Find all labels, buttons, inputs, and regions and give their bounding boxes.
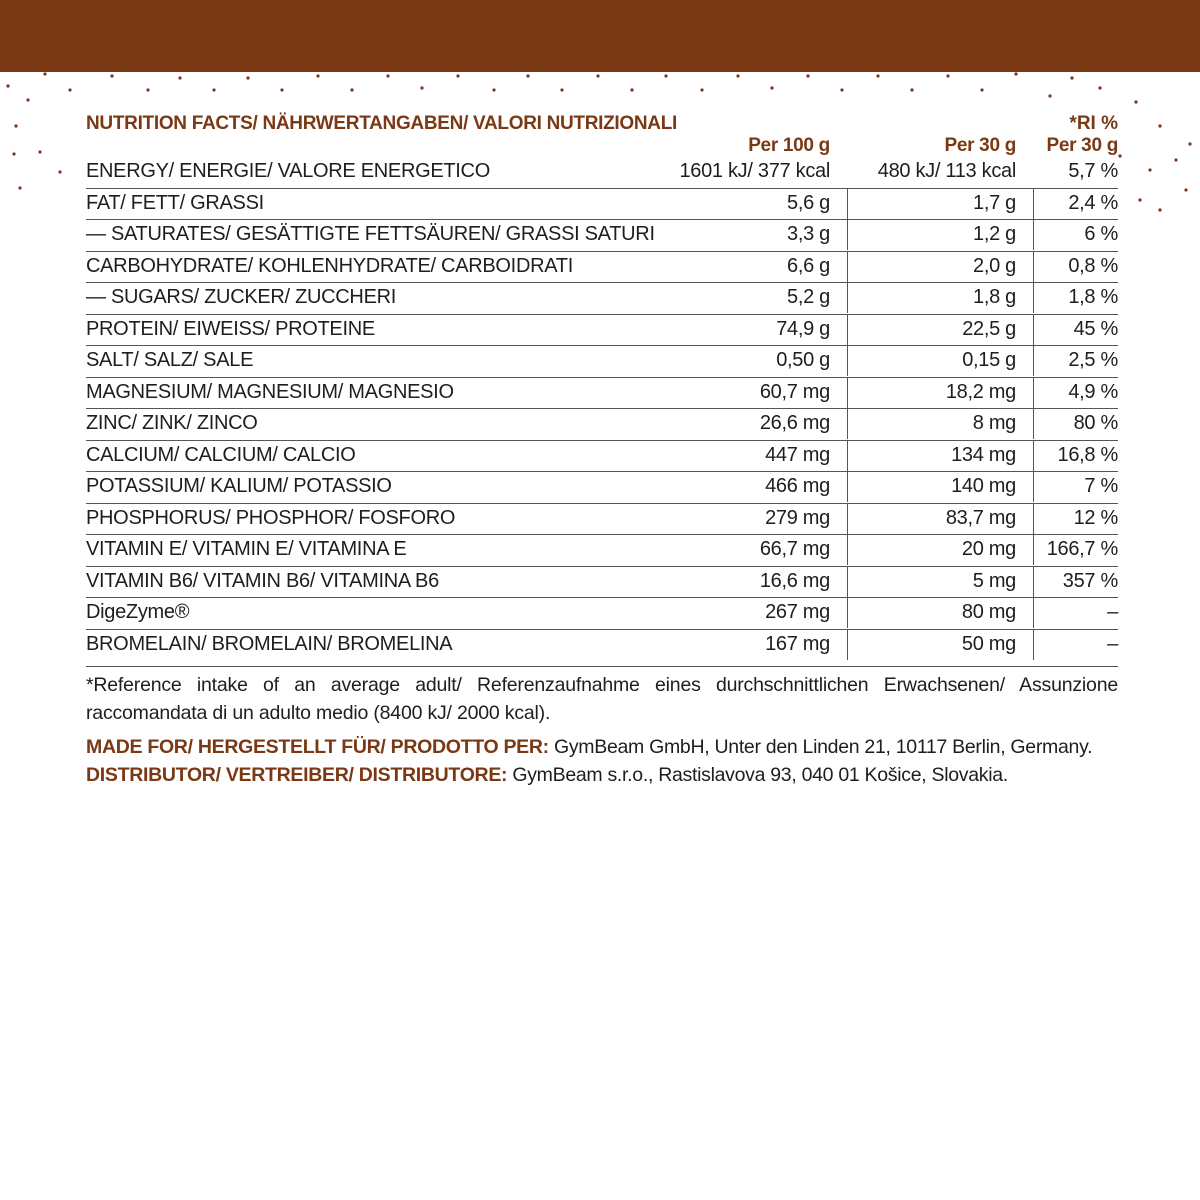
column-divider: [1033, 567, 1034, 597]
decor-dot: [492, 88, 495, 91]
value-per-30g: 83,7 mg: [945, 506, 1016, 529]
column-headers: [86, 135, 1118, 157]
decor-dot: [1048, 94, 1051, 97]
nutrient-name: CARBOHYDRATE/ KOHLENHYDRATE/ CARBOIDRATI: [86, 254, 573, 277]
nutrient-name: CALCIUM/ CALCIUM/ CALCIO: [86, 443, 356, 466]
decor-dot: [526, 74, 529, 77]
value-per-30g: 1,8 g: [973, 286, 1016, 308]
decor-dot: [946, 74, 949, 77]
value-per-100g: 466 mg: [765, 475, 830, 497]
column-divider: [847, 283, 848, 313]
nutrient-name: — SUGARS/ ZUCKER/ ZUCCHERI: [86, 286, 397, 308]
value-per-100g: 6,6 g: [787, 254, 830, 277]
column-divider: [1033, 283, 1034, 313]
decor-dot: [1158, 208, 1161, 211]
value-per-30g: 1,2 g: [973, 223, 1016, 245]
ri-percent: 7 %: [1084, 475, 1118, 497]
decor-dot: [1098, 86, 1101, 89]
nutrient-name: SALT/ SALZ/ SALE: [86, 349, 254, 371]
decor-dot: [43, 72, 46, 75]
decor-dot: [1070, 76, 1073, 79]
value-per-30g: 5 mg: [972, 569, 1016, 592]
value-per-100g: 1601 kJ/ 377 kcal: [679, 160, 830, 182]
value-per-30g: 8 mg: [972, 412, 1016, 434]
decor-dot: [246, 76, 249, 79]
nutrient-name: POTASSIUM/ KALIUM/ POTASSIO: [86, 475, 392, 497]
reference-intake-footnote: *Reference intake of an average adult/ Referenzaufnahme eines durchschnittlichen Erwachsenen/ Assunzione raccomandata di un adulto medio (8400 kJ/ 2000 kcal).: [86, 666, 1118, 727]
decor-dot: [700, 88, 703, 91]
decor-dot: [12, 152, 15, 155]
decor-dot: [386, 74, 389, 77]
column-divider: [847, 189, 848, 219]
ri-percent: 2,4 %: [1068, 191, 1118, 214]
column-divider: [847, 441, 848, 471]
made-for-label: MADE FOR/ HERGESTELLT FÜR/ PRODOTTO PER:: [86, 736, 549, 758]
decor-dot: [876, 74, 879, 77]
value-per-100g: 167 mg: [765, 632, 830, 655]
decor-dot: [1158, 124, 1161, 127]
table-row: [86, 597, 1118, 629]
column-divider: [1033, 315, 1034, 345]
decor-dot: [456, 74, 459, 77]
table-row: [86, 251, 1118, 283]
distributor-label: DISTRIBUTOR/ VERTREIBER/ DISTRIBUTORE:: [86, 764, 508, 786]
made-for-address: GymBeam GmbH, Unter den Linden 21, 10117 Berlin, Germany.: [548, 736, 1093, 758]
table-row: [86, 629, 1118, 661]
decor-dot: [560, 88, 563, 91]
decor-dot: [350, 88, 353, 91]
ri-percent: 166,7 %: [1046, 538, 1118, 560]
table-row: [86, 503, 1118, 535]
table-row: [86, 314, 1118, 346]
ri-percent: 0,8 %: [1068, 254, 1118, 277]
nutrient-name: ENERGY/ ENERGIE/ VALORE ENERGETICO: [86, 160, 490, 182]
decor-dot: [212, 88, 215, 91]
decor-dot: [1118, 154, 1121, 157]
nutrition-title: NUTRITION FACTS/ NÄHRWERTANGABEN/ VALORI NUTRIZIONALI: [86, 113, 678, 134]
ri-percent: 2,5 %: [1068, 349, 1118, 371]
column-divider: [1033, 441, 1034, 471]
value-per-100g: 267 mg: [765, 601, 830, 623]
decor-dot: [146, 88, 149, 91]
value-per-100g: 74,9 g: [776, 317, 830, 340]
value-per-30g: 140 mg: [951, 475, 1016, 497]
value-per-30g: 2,0 g: [973, 254, 1016, 277]
value-per-30g: 20 mg: [961, 538, 1016, 560]
decor-dot: [1148, 168, 1151, 171]
nutrition-label: [86, 113, 1118, 789]
column-divider: [847, 630, 848, 660]
column-divider: [1033, 220, 1034, 250]
ri-percent: 80 %: [1073, 412, 1118, 434]
ri-percent: 4,9 %: [1068, 380, 1118, 403]
distributor-line: [86, 761, 1118, 789]
decor-dot: [1188, 142, 1191, 145]
column-divider: [847, 252, 848, 282]
table-row: [86, 377, 1118, 409]
value-per-30g: 80 mg: [961, 601, 1016, 623]
value-per-100g: 3,3 g: [787, 223, 830, 245]
ri-percent: –: [1107, 632, 1118, 655]
value-per-100g: 447 mg: [765, 443, 830, 466]
nutrient-name: FAT/ FETT/ GRASSI: [86, 191, 264, 214]
value-per-30g: 50 mg: [961, 632, 1016, 655]
value-per-100g: 279 mg: [765, 506, 830, 529]
decor-dot: [178, 76, 181, 79]
column-divider: [1033, 630, 1034, 660]
col-header-per-100g: Per 100 g: [748, 135, 830, 156]
nutrient-name: — SATURATES/ GESÄTTIGTE FETTSÄUREN/ GRASSI SATURI: [86, 223, 655, 245]
decor-dot: [58, 170, 61, 173]
decor-dot: [736, 74, 739, 77]
ri-percent: 357 %: [1062, 569, 1118, 592]
nutrition-table: [86, 157, 1118, 660]
column-divider: [847, 472, 848, 502]
value-per-100g: 60,7 mg: [759, 380, 830, 403]
table-row: [86, 440, 1118, 472]
value-per-30g: 134 mg: [951, 443, 1016, 466]
table-row: [86, 566, 1118, 598]
decor-dot: [980, 88, 983, 91]
value-per-100g: 5,6 g: [787, 191, 830, 214]
column-divider: [847, 220, 848, 250]
column-divider: [847, 567, 848, 597]
decor-dot: [14, 124, 17, 127]
table-row: [86, 408, 1118, 440]
value-per-100g: 5,2 g: [787, 286, 830, 308]
value-per-100g: 16,6 mg: [759, 569, 830, 592]
col-header-ri-per-30g: Per 30 g: [1046, 135, 1118, 156]
decor-dot: [840, 88, 843, 91]
ri-percent: –: [1107, 601, 1118, 623]
distributor-address: GymBeam s.r.o., Rastislavova 93, 040 01 Košice, Slovakia.: [507, 764, 1008, 786]
value-per-100g: 26,6 mg: [759, 412, 830, 434]
decor-dot: [596, 74, 599, 77]
decor-dot: [664, 74, 667, 77]
decor-dot: [280, 88, 283, 91]
nutrient-name: VITAMIN B6/ VITAMIN B6/ VITAMINA B6: [86, 569, 439, 592]
ri-percent: 12 %: [1073, 506, 1118, 529]
column-divider: [1033, 504, 1034, 534]
column-divider: [1033, 189, 1034, 219]
decor-dot: [6, 84, 9, 87]
nutrient-name: ZINC/ ZINK/ ZINCO: [86, 412, 258, 434]
ri-percent: 16,8 %: [1057, 443, 1118, 466]
decor-dot: [26, 98, 29, 101]
decor-dot: [806, 74, 809, 77]
decor-dot: [630, 88, 633, 91]
column-divider: [847, 315, 848, 345]
decor-dot: [770, 86, 773, 89]
column-divider: [1033, 409, 1034, 439]
table-row: [86, 471, 1118, 503]
value-per-100g: 0,50 g: [776, 349, 830, 371]
nutrient-name: DigeZyme®: [86, 601, 190, 623]
made-for-line: [86, 733, 1118, 761]
decor-dot: [38, 150, 41, 153]
value-per-30g: 1,7 g: [973, 191, 1016, 214]
decor-dot: [68, 88, 71, 91]
nutrient-name: PROTEIN/ EIWEISS/ PROTEINE: [86, 317, 375, 340]
table-row: [86, 282, 1118, 314]
column-divider: [1033, 252, 1034, 282]
table-row: [86, 534, 1118, 566]
column-divider: [847, 409, 848, 439]
table-row: [86, 157, 1118, 188]
decor-dot: [316, 74, 319, 77]
decor-dot: [1134, 100, 1137, 103]
column-divider: [1033, 535, 1034, 565]
table-row: [86, 345, 1118, 377]
ri-percent: 5,7 %: [1068, 160, 1118, 182]
col-header-per-30g: Per 30 g: [944, 135, 1016, 156]
decor-dot: [1138, 198, 1141, 201]
ri-percent: 1,8 %: [1068, 286, 1118, 308]
column-divider: [847, 346, 848, 376]
value-per-100g: 66,7 mg: [759, 538, 830, 560]
decor-dot: [1174, 158, 1177, 161]
value-per-30g: 18,2 mg: [945, 380, 1016, 403]
column-divider: [1033, 472, 1034, 502]
column-divider: [1033, 598, 1034, 628]
decor-dot: [110, 74, 113, 77]
table-row: [86, 188, 1118, 220]
column-divider: [1033, 346, 1034, 376]
ri-header: *RI %: [1069, 113, 1118, 134]
column-divider: [847, 598, 848, 628]
value-per-30g: 480 kJ/ 113 kcal: [877, 160, 1016, 182]
decor-dot: [420, 86, 423, 89]
decor-dot: [18, 186, 21, 189]
column-divider: [1033, 378, 1034, 408]
nutrient-name: BROMELAIN/ BROMELAIN/ BROMELINA: [86, 632, 453, 655]
nutrient-name: VITAMIN E/ VITAMIN E/ VITAMINA E: [86, 538, 407, 560]
value-per-30g: 22,5 g: [962, 317, 1016, 340]
table-row: [86, 219, 1118, 251]
decor-dot: [1014, 72, 1017, 75]
column-divider: [847, 504, 848, 534]
value-per-30g: 0,15 g: [962, 349, 1016, 371]
nutrient-name: MAGNESIUM/ MAGNESIUM/ MAGNESIO: [86, 380, 454, 403]
ri-percent: 6 %: [1084, 223, 1118, 245]
column-divider: [847, 535, 848, 565]
column-divider: [847, 378, 848, 408]
ri-percent: 45 %: [1073, 317, 1118, 340]
decor-dot: [1184, 188, 1187, 191]
decor-dot: [910, 88, 913, 91]
nutrient-name: PHOSPHORUS/ PHOSPHOR/ FOSFORO: [86, 506, 456, 529]
